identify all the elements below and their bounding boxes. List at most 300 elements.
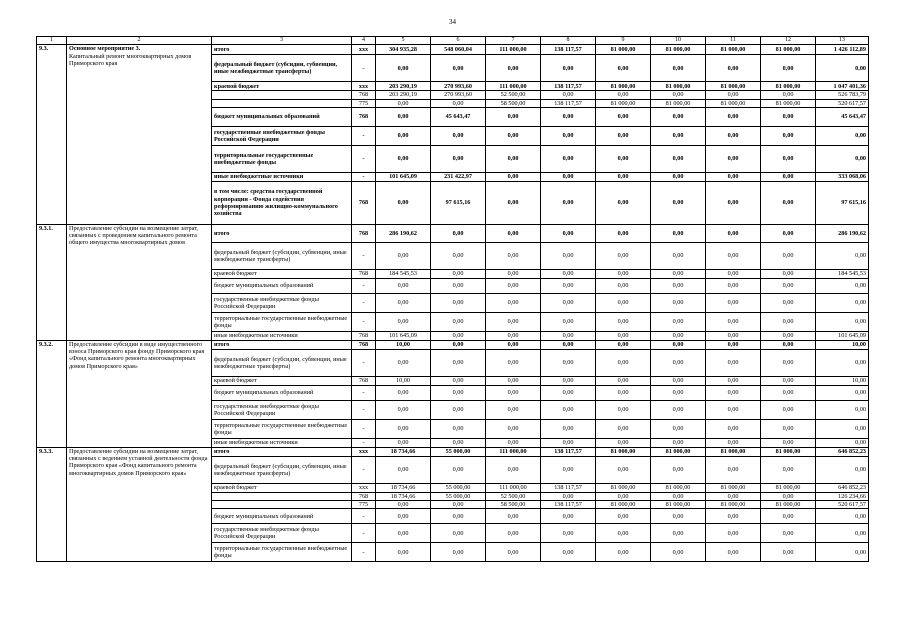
funding-source: бюджет муниципальных образований [212, 278, 352, 293]
amount-cell: 0,00 [596, 107, 651, 126]
amount-cell: 81 000,00 [596, 45, 651, 55]
amount-cell: 81 000,00 [651, 501, 706, 509]
code-cell: - [352, 278, 376, 293]
amount-cell: 81 000,00 [706, 483, 761, 492]
item-number: 9.3.3. [37, 447, 67, 562]
code-cell: xxx [352, 483, 376, 492]
amount-cell: 0,00 [596, 376, 651, 385]
code-cell: 768 [352, 91, 376, 99]
amount-cell: 0,00 [376, 385, 431, 400]
amount-cell: 138 117,57 [541, 45, 596, 55]
amount-cell: 0,00 [761, 107, 816, 126]
amount-cell: 81 000,00 [706, 501, 761, 509]
header-cell: 13 [816, 37, 869, 45]
code-cell: 768 [352, 376, 376, 385]
amount-cell: 0,00 [651, 145, 706, 172]
amount-cell: 0,00 [761, 419, 816, 438]
amount-cell: 0,00 [651, 293, 706, 312]
amount-cell: 0,00 [431, 312, 486, 331]
amount-cell: 0,00 [596, 312, 651, 331]
header-cell: 11 [706, 37, 761, 45]
amount-cell: 52 500,00 [486, 91, 541, 99]
amount-cell: 0,00 [486, 181, 541, 224]
amount-cell: 0,00 [651, 509, 706, 524]
amount-cell: 0,00 [706, 55, 761, 82]
amount-cell: 0,00 [486, 242, 541, 269]
amount-cell: 0,00 [761, 269, 816, 278]
header-cell: 8 [541, 37, 596, 45]
amount-cell: 0,00 [651, 269, 706, 278]
amount-cell: 45 643,47 [816, 107, 869, 126]
amount-cell: 0,00 [596, 145, 651, 172]
amount-cell: 81 000,00 [761, 501, 816, 509]
code-cell: 775 [352, 99, 376, 107]
amount-cell: 81 000,00 [761, 447, 816, 456]
amount-cell: 0,00 [376, 312, 431, 331]
amount-cell: 0,00 [596, 509, 651, 524]
amount-cell: 81 000,00 [706, 45, 761, 55]
amount-cell: 0,00 [651, 492, 706, 500]
amount-cell: 0,00 [486, 524, 541, 543]
funding-source: в том числе: средства государственной корпорации - Фонда содействия реформированию жилищно-коммунального хозяйства [212, 181, 352, 224]
amount-cell: 0,00 [486, 349, 541, 376]
amount-cell: 0,00 [486, 400, 541, 419]
amount-cell: 0,00 [486, 385, 541, 400]
amount-cell: 81 000,00 [651, 45, 706, 55]
amount-cell: 0,00 [816, 524, 869, 543]
amount-cell: 0,00 [651, 456, 706, 483]
funding-source: федеральный бюджет (субсидии, субвенции, иные межбюджетные трансферты) [212, 242, 352, 269]
item-description: Предоставление субсидии на возмещение затрат, связанных с проведением капитального ремонта общего имущества многоквартирных домов [67, 224, 212, 340]
amount-cell: 0,00 [706, 331, 761, 340]
amount-cell: 0,00 [541, 145, 596, 172]
funding-source: итого [212, 447, 352, 456]
amount-cell: 0,00 [816, 385, 869, 400]
amount-cell: 0,00 [376, 242, 431, 269]
amount-cell: 0,00 [706, 278, 761, 293]
amount-cell: 203 290,19 [376, 91, 431, 99]
amount-cell: 0,00 [761, 509, 816, 524]
amount-cell: 526 783,79 [816, 91, 869, 99]
amount-cell: 0,00 [376, 349, 431, 376]
amount-cell: 81 000,00 [761, 45, 816, 55]
amount-cell: 55 000,00 [431, 447, 486, 456]
amount-cell: 0,00 [816, 278, 869, 293]
amount-cell: 0,00 [816, 293, 869, 312]
funding-source: краевой бюджет [212, 82, 352, 91]
amount-cell: 0,00 [706, 269, 761, 278]
amount-cell: 81 000,00 [706, 99, 761, 107]
amount-cell: 0,00 [376, 400, 431, 419]
code-cell: 768 [352, 224, 376, 242]
code-cell: - [352, 509, 376, 524]
amount-cell: 0,00 [816, 400, 869, 419]
amount-cell: 81 000,00 [651, 483, 706, 492]
amount-cell: 0,00 [486, 331, 541, 340]
amount-cell: 0,00 [651, 278, 706, 293]
amount-cell: 10,00 [376, 376, 431, 385]
amount-cell: 111 000,00 [486, 45, 541, 55]
amount-cell: 0,00 [596, 456, 651, 483]
amount-cell: 81 000,00 [651, 99, 706, 107]
amount-cell: 0,00 [761, 181, 816, 224]
amount-cell: 0,00 [706, 456, 761, 483]
amount-cell: 0,00 [596, 385, 651, 400]
amount-cell: 0,00 [541, 181, 596, 224]
amount-cell: 0,00 [541, 543, 596, 562]
amount-cell: 81 000,00 [706, 447, 761, 456]
amount-cell: 10,00 [816, 376, 869, 385]
amount-cell: 0,00 [706, 400, 761, 419]
amount-cell: 0,00 [376, 126, 431, 145]
code-cell: - [352, 438, 376, 447]
amount-cell: 0,00 [651, 340, 706, 349]
amount-cell: 0,00 [761, 293, 816, 312]
amount-cell: 0,00 [706, 376, 761, 385]
amount-cell: 0,00 [541, 509, 596, 524]
amount-cell: 138 117,57 [541, 483, 596, 492]
code-cell: - [352, 172, 376, 181]
amount-cell: 0,00 [706, 340, 761, 349]
amount-cell: 231 422,97 [431, 172, 486, 181]
amount-cell: 0,00 [541, 224, 596, 242]
item-number: 9.3. [37, 45, 67, 225]
code-cell: - [352, 293, 376, 312]
amount-cell: 81 000,00 [761, 99, 816, 107]
amount-cell: 0,00 [376, 55, 431, 82]
amount-cell: 0,00 [761, 349, 816, 376]
amount-cell: 0,00 [761, 172, 816, 181]
funding-source: федеральный бюджет (субсидии, субвенции, иные межбюджетные трансферты) [212, 349, 352, 376]
amount-cell: 0,00 [486, 419, 541, 438]
funding-source: краевой бюджет [212, 376, 352, 385]
amount-cell: 0,00 [431, 543, 486, 562]
funding-source: государственные внебюджетные фонды Российской Федерации [212, 524, 352, 543]
header-cell: 12 [761, 37, 816, 45]
header-cell: 6 [431, 37, 486, 45]
amount-cell: 0,00 [541, 55, 596, 82]
amount-cell: 0,00 [541, 419, 596, 438]
amount-cell: 0,00 [486, 293, 541, 312]
amount-cell: 0,00 [761, 400, 816, 419]
funding-source: иные внебюджетные источники [212, 331, 352, 340]
funding-source: краевой бюджет [212, 269, 352, 278]
amount-cell: 184 545,53 [376, 269, 431, 278]
amount-cell: 0,00 [816, 438, 869, 447]
amount-cell: 18 734,66 [376, 483, 431, 492]
amount-cell: 138 117,57 [541, 501, 596, 509]
amount-cell: 0,00 [431, 340, 486, 349]
amount-cell: 0,00 [651, 55, 706, 82]
amount-cell: 0,00 [486, 269, 541, 278]
amount-cell: 55 000,00 [431, 483, 486, 492]
amount-cell: 333 068,06 [816, 172, 869, 181]
funding-source: государственные внебюджетные фонды Российской Федерации [212, 126, 352, 145]
code-cell: - [352, 349, 376, 376]
amount-cell: 0,00 [431, 501, 486, 509]
funding-source: бюджет муниципальных образований [212, 509, 352, 524]
amount-cell: 138 117,57 [541, 82, 596, 91]
amount-cell: 184 545,53 [816, 269, 869, 278]
amount-cell: 0,00 [541, 376, 596, 385]
amount-cell: 0,00 [761, 91, 816, 99]
amount-cell: 0,00 [761, 242, 816, 269]
header-cell: 7 [486, 37, 541, 45]
amount-cell: 0,00 [431, 524, 486, 543]
amount-cell: 0,00 [541, 492, 596, 500]
amount-cell: 0,00 [541, 107, 596, 126]
amount-cell: 0,00 [596, 524, 651, 543]
amount-cell: 111 000,00 [486, 447, 541, 456]
amount-cell: 18 734,66 [376, 447, 431, 456]
amount-cell: 646 852,23 [816, 447, 869, 456]
amount-cell: 55 000,00 [431, 492, 486, 500]
page-number: 34 [449, 18, 456, 26]
amount-cell: 0,00 [651, 126, 706, 145]
amount-cell: 101 645,09 [816, 331, 869, 340]
amount-cell: 0,00 [596, 172, 651, 181]
amount-cell: 0,00 [431, 242, 486, 269]
amount-cell: 0,00 [596, 543, 651, 562]
amount-cell: 97 615,16 [431, 181, 486, 224]
amount-cell: 0,00 [651, 172, 706, 181]
amount-cell: 58 500,00 [486, 99, 541, 107]
amount-cell: 0,00 [651, 524, 706, 543]
amount-cell: 0,00 [376, 524, 431, 543]
header-cell: 2 [67, 37, 212, 45]
amount-cell: 1 047 401,36 [816, 82, 869, 91]
amount-cell: 0,00 [376, 501, 431, 509]
code-cell: 768 [352, 331, 376, 340]
amount-cell: 270 993,60 [431, 91, 486, 99]
amount-cell: 0,00 [541, 340, 596, 349]
amount-cell: 81 000,00 [706, 82, 761, 91]
amount-cell: 0,00 [376, 293, 431, 312]
amount-cell: 0,00 [486, 126, 541, 145]
amount-cell: 0,00 [651, 91, 706, 99]
amount-cell: 0,00 [431, 376, 486, 385]
amount-cell: 0,00 [431, 400, 486, 419]
amount-cell: 270 993,60 [431, 82, 486, 91]
amount-cell: 101 645,09 [376, 331, 431, 340]
amount-cell: 0,00 [761, 385, 816, 400]
amount-cell: 0,00 [706, 509, 761, 524]
amount-cell: 0,00 [541, 438, 596, 447]
amount-cell: 0,00 [706, 145, 761, 172]
amount-cell: 0,00 [541, 331, 596, 340]
amount-cell: 52 500,00 [486, 492, 541, 500]
code-cell: 768 [352, 181, 376, 224]
funding-source: территориальные государственные внебюджетные фонды [212, 543, 352, 562]
amount-cell: 0,00 [596, 293, 651, 312]
funding-source: бюджет муниципальных образований [212, 385, 352, 400]
funding-source: иные внебюджетные источники [212, 172, 352, 181]
amount-cell: 0,00 [651, 438, 706, 447]
amount-cell: 81 000,00 [596, 99, 651, 107]
amount-cell: 0,00 [486, 172, 541, 181]
amount-cell: 0,00 [431, 509, 486, 524]
amount-cell: 0,00 [706, 438, 761, 447]
amount-cell: 0,00 [651, 419, 706, 438]
amount-cell: 286 190,62 [816, 224, 869, 242]
header-cell: 9 [596, 37, 651, 45]
amount-cell: 0,00 [651, 376, 706, 385]
amount-cell: 0,00 [761, 331, 816, 340]
amount-cell: 0,00 [541, 524, 596, 543]
code-cell: - [352, 126, 376, 145]
amount-cell: 520 617,57 [816, 99, 869, 107]
amount-cell: 0,00 [486, 456, 541, 483]
table-row [37, 224, 869, 242]
amount-cell: 0,00 [541, 91, 596, 99]
code-cell: 768 [352, 269, 376, 278]
funding-source: территориальные государственные внебюджетные фонды [212, 419, 352, 438]
funding-source: итого [212, 340, 352, 349]
funding-source: государственные внебюджетные фонды Российской Федерации [212, 400, 352, 419]
amount-cell: 0,00 [596, 242, 651, 269]
code-cell: - [352, 400, 376, 419]
amount-cell: 0,00 [651, 385, 706, 400]
amount-cell: 0,00 [596, 269, 651, 278]
amount-cell: 646 852,23 [816, 483, 869, 492]
funding-source: итого [212, 45, 352, 55]
code-cell: - [352, 419, 376, 438]
amount-cell: 0,00 [486, 376, 541, 385]
amount-cell: 97 615,16 [816, 181, 869, 224]
amount-cell: 0,00 [761, 456, 816, 483]
amount-cell: 0,00 [706, 126, 761, 145]
amount-cell: 0,00 [596, 224, 651, 242]
funding-source: иные внебюджетные источники [212, 438, 352, 447]
amount-cell: 81 000,00 [761, 483, 816, 492]
amount-cell: 0,00 [706, 543, 761, 562]
code-cell: xxx [352, 45, 376, 55]
amount-cell: 0,00 [486, 340, 541, 349]
amount-cell: 0,00 [541, 456, 596, 483]
amount-cell: 0,00 [706, 524, 761, 543]
amount-cell: 0,00 [431, 126, 486, 145]
amount-cell: 0,00 [706, 242, 761, 269]
amount-cell: 0,00 [431, 419, 486, 438]
amount-cell: 0,00 [541, 385, 596, 400]
amount-cell: 1 426 112,89 [816, 45, 869, 55]
amount-cell: 0,00 [486, 107, 541, 126]
amount-cell: 10,00 [816, 340, 869, 349]
amount-cell: 520 617,57 [816, 501, 869, 509]
header-row [37, 37, 869, 45]
amount-cell: 0,00 [431, 224, 486, 242]
amount-cell: 0,00 [596, 400, 651, 419]
amount-cell: 0,00 [541, 293, 596, 312]
amount-cell: 0,00 [376, 543, 431, 562]
amount-cell: 0,00 [596, 91, 651, 99]
item-number: 9.3.2. [37, 340, 67, 447]
amount-cell: 0,00 [816, 349, 869, 376]
amount-cell: 0,00 [651, 242, 706, 269]
code-cell: xxx [352, 82, 376, 91]
amount-cell: 45 643,47 [431, 107, 486, 126]
amount-cell: 0,00 [816, 509, 869, 524]
amount-cell: 0,00 [816, 419, 869, 438]
amount-cell: 0,00 [651, 400, 706, 419]
amount-cell: 0,00 [761, 312, 816, 331]
code-cell: - [352, 543, 376, 562]
amount-cell: 0,00 [541, 312, 596, 331]
amount-cell: 0,00 [431, 269, 486, 278]
code-cell: - [352, 145, 376, 172]
amount-cell: 0,00 [596, 278, 651, 293]
amount-cell: 0,00 [486, 55, 541, 82]
amount-cell: 18 734,66 [376, 492, 431, 500]
amount-cell: 0,00 [651, 349, 706, 376]
funding-source: итого [212, 224, 352, 242]
amount-cell: 0,00 [596, 181, 651, 224]
amount-cell: 0,00 [761, 340, 816, 349]
item-number: 9.3.1. [37, 224, 67, 340]
amount-cell: 0,00 [761, 524, 816, 543]
amount-cell: 0,00 [431, 278, 486, 293]
amount-cell: 0,00 [706, 385, 761, 400]
code-cell: - [352, 312, 376, 331]
amount-cell: 0,00 [761, 145, 816, 172]
amount-cell: 138 117,57 [541, 99, 596, 107]
amount-cell: 0,00 [651, 224, 706, 242]
table-row [37, 447, 869, 456]
amount-cell: 0,00 [816, 145, 869, 172]
item-title: Основное мероприятие 3. [69, 45, 141, 53]
amount-cell: 58 500,00 [486, 501, 541, 509]
code-cell: xxx [352, 447, 376, 456]
amount-cell: 0,00 [706, 224, 761, 242]
amount-cell: 0,00 [541, 400, 596, 419]
amount-cell: 286 190,62 [376, 224, 431, 242]
table-row [37, 45, 869, 55]
funding-source: федеральный бюджет (субсидии, субвенции, иные межбюджетные трансферты) [212, 55, 352, 82]
funding-source [212, 91, 352, 99]
amount-cell: 0,00 [431, 331, 486, 340]
amount-cell: 0,00 [761, 492, 816, 500]
amount-cell: 0,00 [816, 312, 869, 331]
amount-cell: 0,00 [596, 55, 651, 82]
amount-cell: 0,00 [541, 269, 596, 278]
budget-table [36, 36, 869, 562]
amount-cell: 0,00 [486, 438, 541, 447]
amount-cell: 81 000,00 [651, 82, 706, 91]
amount-cell: 81 000,00 [596, 483, 651, 492]
amount-cell: 0,00 [761, 543, 816, 562]
amount-cell: 138 117,57 [541, 447, 596, 456]
amount-cell: 0,00 [486, 278, 541, 293]
amount-cell: 111 000,00 [486, 483, 541, 492]
code-cell: - [352, 456, 376, 483]
funding-source: территориальные государственные внебюджетные фонды [212, 312, 352, 331]
amount-cell: 0,00 [596, 349, 651, 376]
code-cell: - [352, 385, 376, 400]
amount-cell: 0,00 [706, 492, 761, 500]
code-cell: 768 [352, 492, 376, 500]
amount-cell: 0,00 [596, 340, 651, 349]
amount-cell: 0,00 [596, 331, 651, 340]
amount-cell: 0,00 [816, 126, 869, 145]
header-cell: 5 [376, 37, 431, 45]
amount-cell: 0,00 [651, 543, 706, 562]
code-cell: - [352, 55, 376, 82]
amount-cell: 548 060,04 [431, 45, 486, 55]
header-cell: 1 [37, 37, 67, 45]
table-body [37, 37, 869, 562]
amount-cell: 0,00 [431, 349, 486, 376]
amount-cell: 0,00 [431, 456, 486, 483]
